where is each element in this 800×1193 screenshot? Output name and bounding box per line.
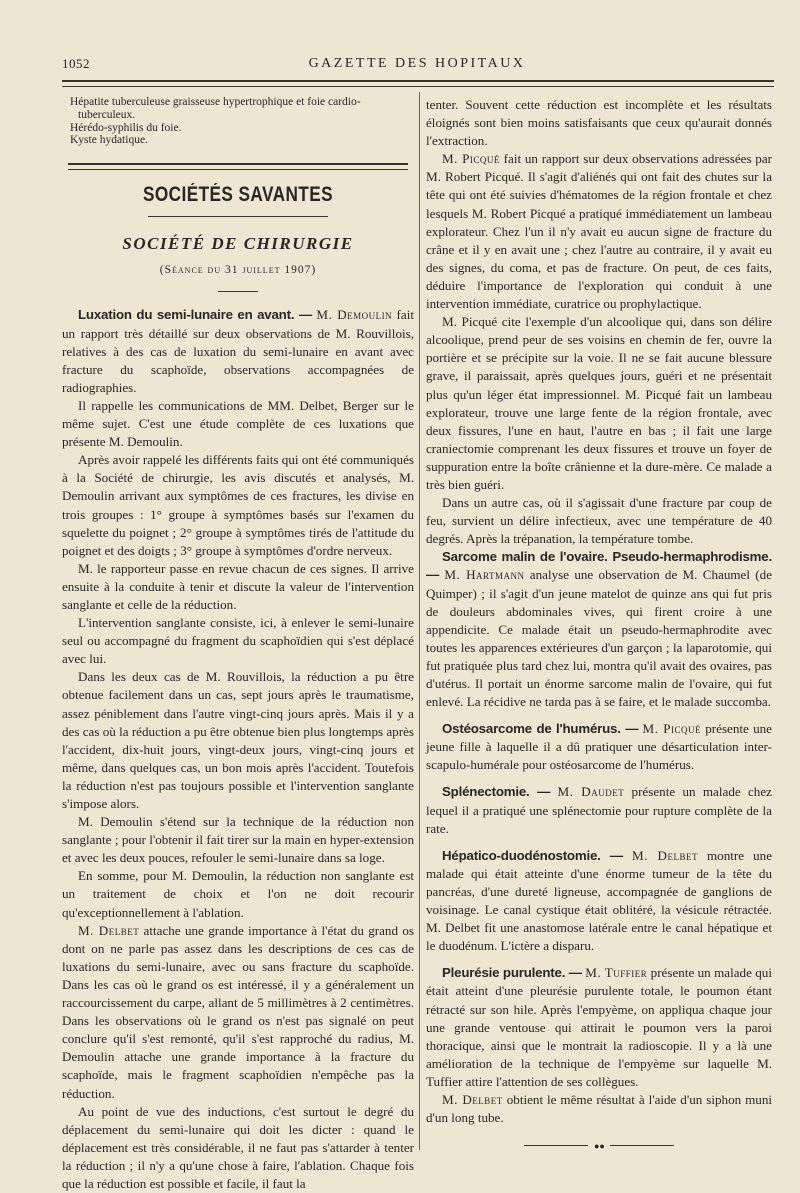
article-paragraph: M. Demoulin s'étend sur la technique de la réduction non sanglante ; pour l'obtenir il fait tirer sur la main en hyper-extension et avec les deux pouces, refouler le semi-lunaire dans sa loge. xyxy=(62,814,414,866)
article-paragraph: Hépatico-duodénostomie. — M. Delbet montre une malade qui était atteinte d'une énorme tumeur de la tête du pancréas, d'une dureté ligneuse, accompagnée de ganglions de voisinage. Le canal cystique était oblitéré, la vésicule rétractée. M. Delbet fit une anastomose latérale entre le canal hépatique et le duodénum. L'ictère a disparu. xyxy=(426,847,772,954)
author-name: M. Delbet xyxy=(78,922,140,938)
article-paragraph: Pleurésie purulente. — M. Tuffier présente un malade qui était atteint d'une pleurésie purulente totale, le poumon étant rétracté sur son hile. Après l'empyème, on appliqua chaque jour une grande ventouse qui attirait le poumon vers la paroi thoracique, ainsi que le montrait la radioscopie. Il y a là une amélioration de la technique de l'empyème sur laquelle M. Tuffier attire l'attention de ses collègues. xyxy=(426,965,772,1089)
left-column xyxy=(62,96,414,1193)
spacer xyxy=(426,838,772,847)
section-rule xyxy=(68,163,408,170)
author-name: M. Picqué xyxy=(642,721,701,737)
article-heading: Luxation du semi-lunaire en avant. — xyxy=(78,307,313,323)
author-name: M. Picqué xyxy=(442,151,500,167)
page-header xyxy=(62,56,772,78)
article-paragraph: Dans un autre cas, où il s'agissait d'une fracture par coup de feu, survient un délire infectieux, avec une température de 40 degrés. Après la trépanation, la température tombe. xyxy=(426,495,772,547)
section-title: SOCIÉTÉS SAVANTES xyxy=(142,183,334,207)
author-name: M. Demoulin xyxy=(316,307,393,323)
article-paragraph: Sarcome malin de l'ovaire. Pseudo-hermaphrodisme. — M. Hartmann analyse une observation de M. Chaumel (de Quimper) ; il s'agit d'un jeune matelot de quinze ans qui fut pris de douleurs abdominales vives, qui firent croire à une appendicite. Ce malade était un pseudo-hermaphrodite avec toutes les apparences extérieures d'un garçon ; la laparotomie, qui fut pratiquée plus tard chez lui, montra qu'il avait des ovaires, pas d'utérus. Il portait un énorme sarcome malin de l'ovaire, qui fut enlevé. La récidive ne tarda pas à se faire, et le malade succomba. xyxy=(426,549,773,710)
article-paragraph: M. Delbet obtient le même résultat à l'aide d'un siphon muni d'un long tube. xyxy=(426,1091,773,1126)
spacer xyxy=(426,774,772,783)
article-heading: Ostéosarcome de l'humérus. — xyxy=(442,721,639,737)
article-paragraph: Après avoir rappelé les différents faits qui ont été communiqués à la Société de chirurgie, les avis discutés et analysés, M. Demoulin arrivant aux symptômes de ces fractures, les divise en trois groupes : 1° groupe à symptômes basés sur l'examen du squelette du poignet ; 2° groupe à symptômes tirés de l'attitude du poignet et des doigts ; 3° groupe à symptômes d'ordre nerveux. xyxy=(62,452,414,558)
page-number: 1052 xyxy=(62,56,90,71)
article-paragraph: Ostéosarcome de l'humérus. — M. Picqué présente une jeune fille à laquelle il a dû pratiquer une désarticulation inter-scapulo-humérale pour ostéosarcome de l'humérus. xyxy=(426,721,772,773)
author-name: M. Tuffier xyxy=(585,965,648,981)
article-paragraph: M. Picqué cite l'exemple d'un alcoolique qui, dans son délire alcoolique, prend peur de ses voisins en chemin de fer, ouvre la portière et se précipite sur la voie. Il ne se fait aucune blessure grave, il paraissait, après quelques jours, guéri et ne présentait plus qu'un léger état impressionnel. M. Picqué fait un lambeau explorateur, trouve une large fente de la région frontale, avec deux fissures, l'une en haut, l'autre en bas ; il fait une large craniectomie comprenant les deux fissures et trouve un foyer de suppuration entre la boîte crânienne et la dure-mère. Ce malade a très bien guéri. xyxy=(426,314,772,492)
article-heading: Splénectomie. — xyxy=(442,784,551,800)
article-paragraph: M. Delbet attache une grande importance à l'état du grand os dont on ne parle pas assez dans les descriptions de ces cas de luxations du semi-lunaire, avec ou sans fracture du scaphoïde. Dans les cas où le grand os est intéressé, il y a généralement un raccourcissement du carpe, allant de 5 millimètres à 2 centimètres. Dans les observations où le grand os n'est pas signalé on peut conclure qu'il s'est remonté, qu'il s'est rapproché du radius, M. Demoulin attache une grande importance à la fracture du scaphoïde, mais le fragment scaphoïdien n'empêche pas la réduction. xyxy=(62,922,414,1101)
list-item: Kyste hydatique. xyxy=(70,134,148,147)
list-item: tuberculeux. xyxy=(78,108,136,121)
article-heading: Hépatico-duodénostomie. — xyxy=(442,847,624,863)
column-divider xyxy=(419,92,420,1150)
right-column xyxy=(426,96,772,1151)
article-paragraph: Luxation du semi-lunaire en avant. — M. Demoulin fait un rapport très détaillé sur deux observations de M. Rouvillois, relatives à des cas de luxation du semi-lunaire en avant avec fracture du scaphoïde, observations accompagnées de radiographies. xyxy=(62,307,414,395)
spacer xyxy=(426,955,772,964)
header-rule-thin xyxy=(62,86,774,87)
title-rule xyxy=(148,216,328,217)
article-paragraph: En somme, pour M. Demoulin, la réduction non sanglante est un traitement de choix et l'on ne doit recourir qu'exceptionnellement à l'ablation. xyxy=(62,868,414,920)
author-name: M. Hartmann xyxy=(444,567,525,583)
tiny-rule xyxy=(218,291,258,292)
article-paragraph: tenter. Souvent cette réduction est incomplète et les résultats éloignés sont bien moins satisfaisants que ceux qu'aurait donnés l'extraction. xyxy=(426,97,772,149)
society-title: SOCIÉTÉ DE CHIRURGIE xyxy=(122,234,354,254)
list-item: Hérédo-syphilis du foie. xyxy=(70,121,182,134)
spacer xyxy=(426,711,772,720)
author-name: M. Daudet xyxy=(557,784,625,800)
author-name: M. Delbet xyxy=(442,1091,503,1107)
seance-date: (Séance du 31 juillet 1907) xyxy=(159,264,317,277)
ornament-dots-icon: ●● xyxy=(594,1141,605,1152)
article-paragraph: L'intervention sanglante consiste, ici, à enlever le semi-lunaire seul ou accompagné du fragment du scaphoïdien qui s'est déplacé avec lui. xyxy=(62,615,414,667)
running-title: GAZETTE DES HOPITAUX xyxy=(308,56,526,71)
end-ornament xyxy=(524,1141,674,1151)
article-paragraph: Splénectomie. — M. Daudet présente un malade chez lequel il a pratiqué une splénectomie pour rupture complète de la rate. xyxy=(426,784,772,836)
header-rule xyxy=(62,80,774,82)
article-paragraph: Il rappelle les communications de MM. Delbet, Berger sur le même sujet. C'est une étude complète de ces luxations que présente M. Demoulin. xyxy=(62,397,414,450)
article-paragraph: M. Picqué fait un rapport sur deux observations adressées par M. Robert Picqué. Il s'agit d'aliénés qui ont fait des chutes sur la tête qui ont été suivies d'hématomes de la région frontale et chez lesquels M. Robert Picqué a pratiqué immédiatement un lambeau explorateur. Chez l'un il n'y avait eu aucun signe de fracture du crâne et il y en avait une ; chez l'autre au contraire, il y avait eu des signes, du coma, et pas de fracture. On peut, de ces faits, déduire l'importance de l'exploration qui conduit à une intervention immédiate, curatrice ou prophylactique. xyxy=(426,151,772,312)
author-name: M. Delbet xyxy=(632,847,698,863)
article-paragraph: Au point de vue des inductions, c'est surtout le degré du déplacement du semi-lunaire qui doit les dicter : quand le déplacement est très considérable, il ne faut pas s'attarder à tenter la réduction ; il n'y a qu'une chose à faire, l'ablation. Chaque fois que la réduction est possible et facile, il faut la xyxy=(62,1103,414,1191)
article-heading: Pleurésie purulente. — xyxy=(442,965,582,981)
article-paragraph: M. le rapporteur passe en revue chacun de ces signes. Il arrive ensuite à la conduite à tenir et discute la valeur de l'intervention sanglante et celle de la réduction. xyxy=(62,560,414,612)
article-paragraph: Dans les deux cas de M. Rouvillois, la réduction a pu être obtenue facilement dans un cas, sept jours après le traumatisme, assez péniblement dans l'autre vingt-cinq jours après. Mais il y a des cas où la réduction a pu être obtenue bien plus longtemps après l'accident, dix-huit jours, vingt-deux jours, vingt-cinq jours et même, dans quelques cas, un bon mois après l'accident. Toutefois la réduction n'est pas toujours possible et l'intervention sanglante s'impose alors. xyxy=(62,669,414,811)
article-heading: Sarcome malin de l'ovaire. Pseudo-hermaphrodisme. — xyxy=(426,549,772,583)
list-item: Hépatite tuberculeuse graisseuse hypertrophique et foie cardio- xyxy=(70,96,361,108)
